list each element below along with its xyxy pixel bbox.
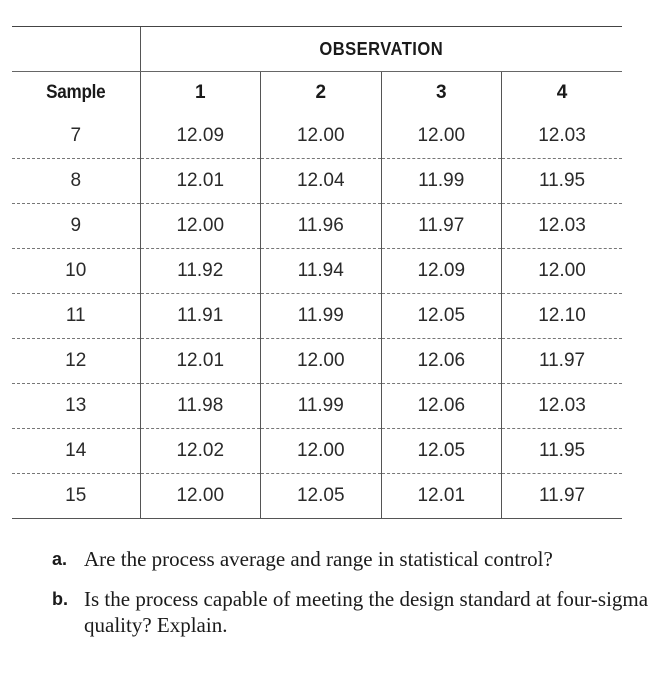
sample-number-cell: 10 xyxy=(12,249,140,294)
table-row xyxy=(12,114,622,159)
observation-column-header: 3 xyxy=(381,72,502,115)
observation-column-header: 4 xyxy=(502,72,623,115)
sample-number-cell: 14 xyxy=(12,429,140,474)
sample-number-cell: 11 xyxy=(12,294,140,339)
sample-number-cell: 12 xyxy=(12,339,140,384)
observation-value-cell: 12.00 xyxy=(261,429,382,474)
observation-value-cell: 12.01 xyxy=(381,474,502,519)
observation-value-cell: 12.00 xyxy=(261,339,382,384)
table-row xyxy=(12,429,622,474)
question-a xyxy=(52,546,652,572)
observation-value-cell: 12.05 xyxy=(381,429,502,474)
observation-value-cell: 11.91 xyxy=(140,294,261,339)
observation-value-cell: 12.03 xyxy=(502,384,623,429)
observation-value-cell: 12.00 xyxy=(140,474,261,519)
observation-table-container xyxy=(12,26,622,519)
observation-column-header: 1 xyxy=(140,72,261,115)
observation-value-cell: 12.03 xyxy=(502,114,623,159)
observation-value-cell: 11.97 xyxy=(502,474,623,519)
table-row xyxy=(12,294,622,339)
observation-value-cell: 11.97 xyxy=(381,204,502,249)
observation-value-cell: 12.05 xyxy=(261,474,382,519)
table-row xyxy=(12,204,622,249)
sample-number-cell: 7 xyxy=(70,125,82,146)
observation-value-cell: 12.01 xyxy=(140,159,261,204)
observation-value-cell: 12.00 xyxy=(261,114,382,159)
sample-number-cell: 15 xyxy=(12,474,140,519)
observation-value-cell: 12.00 xyxy=(381,114,502,159)
question-b xyxy=(52,586,652,638)
questions-list xyxy=(52,546,652,652)
observation-value-cell: 12.00 xyxy=(140,204,261,249)
observation-value-cell: 12.06 xyxy=(381,384,502,429)
table-row xyxy=(12,159,622,204)
sample-number-cell: 13 xyxy=(12,384,140,429)
observation-value-cell: 12.10 xyxy=(502,294,623,339)
sample-number-cell: 8 xyxy=(12,159,140,204)
observation-value-cell: 11.92 xyxy=(140,249,261,294)
observation-value-cell: 12.00 xyxy=(502,249,623,294)
observation-value-cell: 12.03 xyxy=(502,204,623,249)
question-letter: a. xyxy=(52,549,68,569)
observation-column-header: 2 xyxy=(261,72,382,115)
observation-value-cell: 12.05 xyxy=(381,294,502,339)
observation-value-cell: 11.95 xyxy=(502,159,623,204)
observation-value-cell: 11.99 xyxy=(381,159,502,204)
table-row xyxy=(12,474,622,519)
observation-header: OBSERVATION xyxy=(159,27,602,72)
table-column-header-row xyxy=(12,72,622,115)
table-corner-cell xyxy=(12,27,140,72)
observation-value-cell: 11.98 xyxy=(140,384,261,429)
observation-table xyxy=(12,26,622,519)
sample-number-cell: 9 xyxy=(12,204,140,249)
question-letter: b. xyxy=(52,589,68,609)
table-row xyxy=(12,249,622,294)
observation-value-cell: 12.09 xyxy=(381,249,502,294)
table-row xyxy=(12,339,622,384)
table-body xyxy=(12,114,622,519)
question-text: Is the process capable of meeting the design standard at four-sigma quality? Explain. xyxy=(84,587,649,637)
observation-value-cell: 11.97 xyxy=(502,339,623,384)
table-title-row xyxy=(12,27,622,72)
observation-value-cell: 12.09 xyxy=(140,114,261,159)
observation-value-cell: 12.02 xyxy=(140,429,261,474)
observation-value-cell: 11.99 xyxy=(261,384,382,429)
observation-value-cell: 11.99 xyxy=(261,294,382,339)
observation-value-cell: 12.01 xyxy=(140,339,261,384)
sample-column-header: Sample xyxy=(18,72,133,115)
observation-value-cell: 11.95 xyxy=(502,429,623,474)
observation-value-cell: 12.04 xyxy=(261,159,382,204)
observation-value-cell: 11.96 xyxy=(261,204,382,249)
question-text: Are the process average and range in statistical control? xyxy=(84,547,553,571)
table-row xyxy=(12,384,622,429)
observation-value-cell: 11.94 xyxy=(261,249,382,294)
observation-value-cell: 12.06 xyxy=(381,339,502,384)
